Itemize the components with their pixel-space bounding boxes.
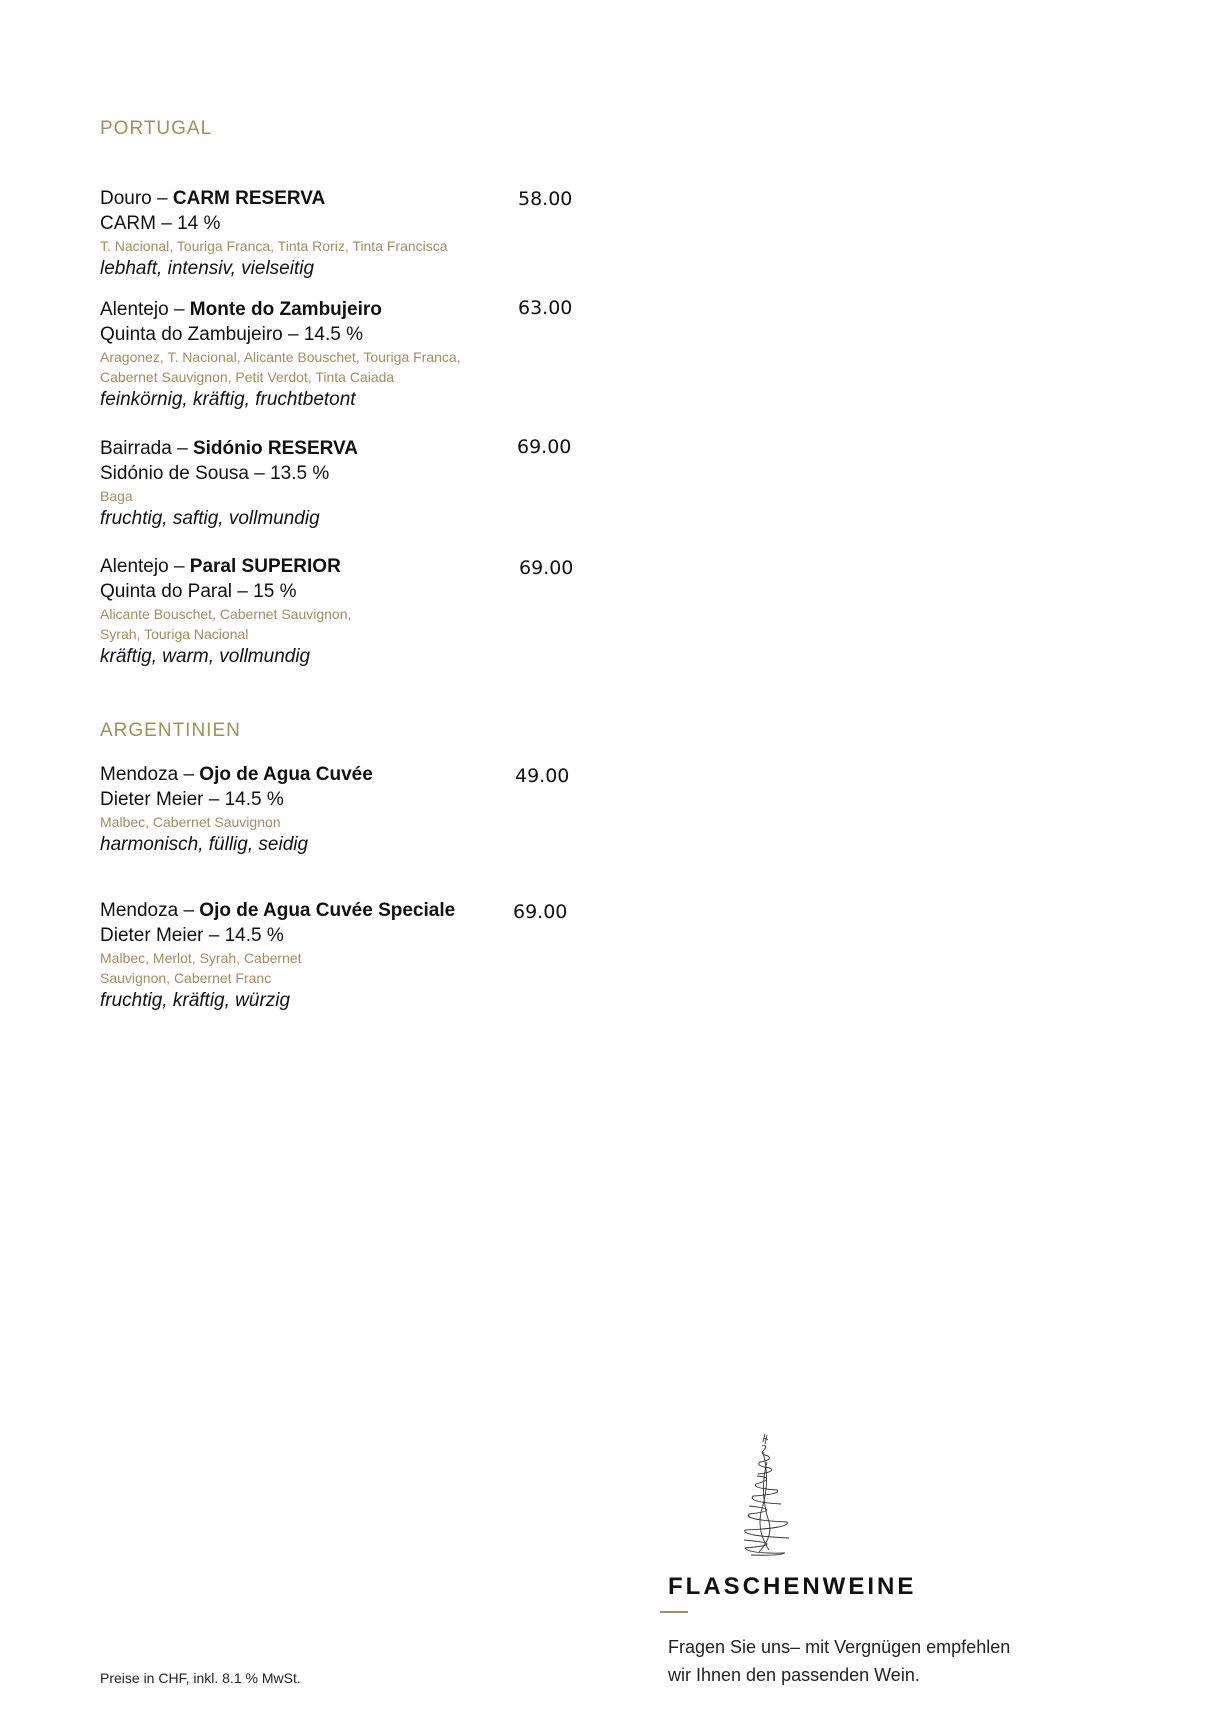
wine-name: CARM RESERVA xyxy=(172,188,326,209)
wine-price: 63.00 xyxy=(518,297,573,319)
wine-name: Monte do Zambujeiro xyxy=(189,299,382,320)
wine-region: Alentejo xyxy=(100,299,169,320)
wine-price: 49.00 xyxy=(515,765,570,787)
wine-grapes: Cabernet Sauvignon, Petit Verdot, Tinta Caiada xyxy=(100,369,395,385)
wine-grapes: Alicante Bouschet, Cabernet Sauvignon, xyxy=(100,606,352,622)
wine-notes: fruchtig, saftig, vollmundig xyxy=(100,508,320,529)
section-title-argentinien: ARGENTINIEN xyxy=(100,720,241,741)
wine-producer: CARM – 14 % xyxy=(100,213,221,234)
wine-item xyxy=(100,762,580,857)
wine-notes: feinkörnig, kräftig, fruchtbetont xyxy=(100,389,356,410)
wine-region: Bairrada xyxy=(100,438,172,459)
wine-price: 69.00 xyxy=(517,436,572,458)
wine-producer: Dieter Meier – 14.5 % xyxy=(100,789,284,810)
separator: – xyxy=(171,438,193,459)
wine-grapes: Sauvignon, Cabernet Franc xyxy=(100,970,272,986)
separator: – xyxy=(178,900,200,921)
tagline-line: wir Ihnen den passenden Wein. xyxy=(668,1665,920,1685)
brand-title: FLASCHENWEINE xyxy=(668,1573,917,1600)
wine-price: 69.00 xyxy=(519,557,574,579)
wine-price: 69.00 xyxy=(513,901,568,923)
wine-grapes: T. Nacional, Touriga Franca, Tinta Roriz, Tinta Francisca xyxy=(100,238,448,254)
brand-tagline xyxy=(668,1633,1010,1689)
wine-grapes: Syrah, Touriga Nacional xyxy=(100,626,249,642)
wine-notes: fruchtig, kräftig, würzig xyxy=(100,990,291,1011)
wine-grapes: Aragonez, T. Nacional, Alicante Bouschet, Touriga Franca, xyxy=(100,349,461,365)
brand-divider xyxy=(660,1611,688,1613)
wine-bottle-scribble-icon xyxy=(735,1432,795,1562)
wine-region: Alentejo xyxy=(100,556,169,577)
separator: – xyxy=(168,299,190,320)
section-title-portugal: PORTUGAL xyxy=(100,118,213,139)
wine-region: Mendoza xyxy=(100,764,179,785)
wine-region: Mendoza xyxy=(100,900,179,921)
wine-grapes: Malbec, Cabernet Sauvignon xyxy=(100,814,281,830)
wine-notes: harmonisch, füllig, seidig xyxy=(100,834,309,855)
wine-producer: Quinta do Paral – 15 % xyxy=(100,581,297,602)
wine-name: Ojo de Agua Cuvée Speciale xyxy=(199,900,456,921)
wine-name: Paral SUPERIOR xyxy=(189,556,341,577)
wine-item xyxy=(100,898,580,1013)
wine-producer: Quinta do Zambujeiro – 14.5 % xyxy=(100,324,363,345)
wine-name: Ojo de Agua Cuvée xyxy=(199,764,373,785)
separator: – xyxy=(178,764,200,785)
wine-item xyxy=(100,186,580,281)
wine-item xyxy=(100,297,580,412)
wine-item xyxy=(100,436,580,531)
wine-grapes: Baga xyxy=(100,488,133,504)
wine-price: 58.00 xyxy=(518,188,573,210)
wine-grapes: Malbec, Merlot, Syrah, Cabernet xyxy=(100,950,302,966)
wine-producer: Dieter Meier – 14.5 % xyxy=(100,925,284,946)
wine-name: Sidónio RESERVA xyxy=(192,438,358,459)
separator: – xyxy=(168,556,190,577)
wine-notes: lebhaft, intensiv, vielseitig xyxy=(100,258,315,279)
wine-notes: kräftig, warm, vollmundig xyxy=(100,646,311,667)
price-footnote: Preise in CHF, inkl. 8.1 % MwSt. xyxy=(100,1670,301,1686)
separator: – xyxy=(151,188,173,209)
wine-producer: Sidónio de Sousa – 13.5 % xyxy=(100,463,330,484)
tagline-line: Fragen Sie uns– mit Vergnügen empfehlen xyxy=(668,1637,1011,1657)
wine-region: Douro xyxy=(100,188,152,209)
wine-item xyxy=(100,554,580,669)
